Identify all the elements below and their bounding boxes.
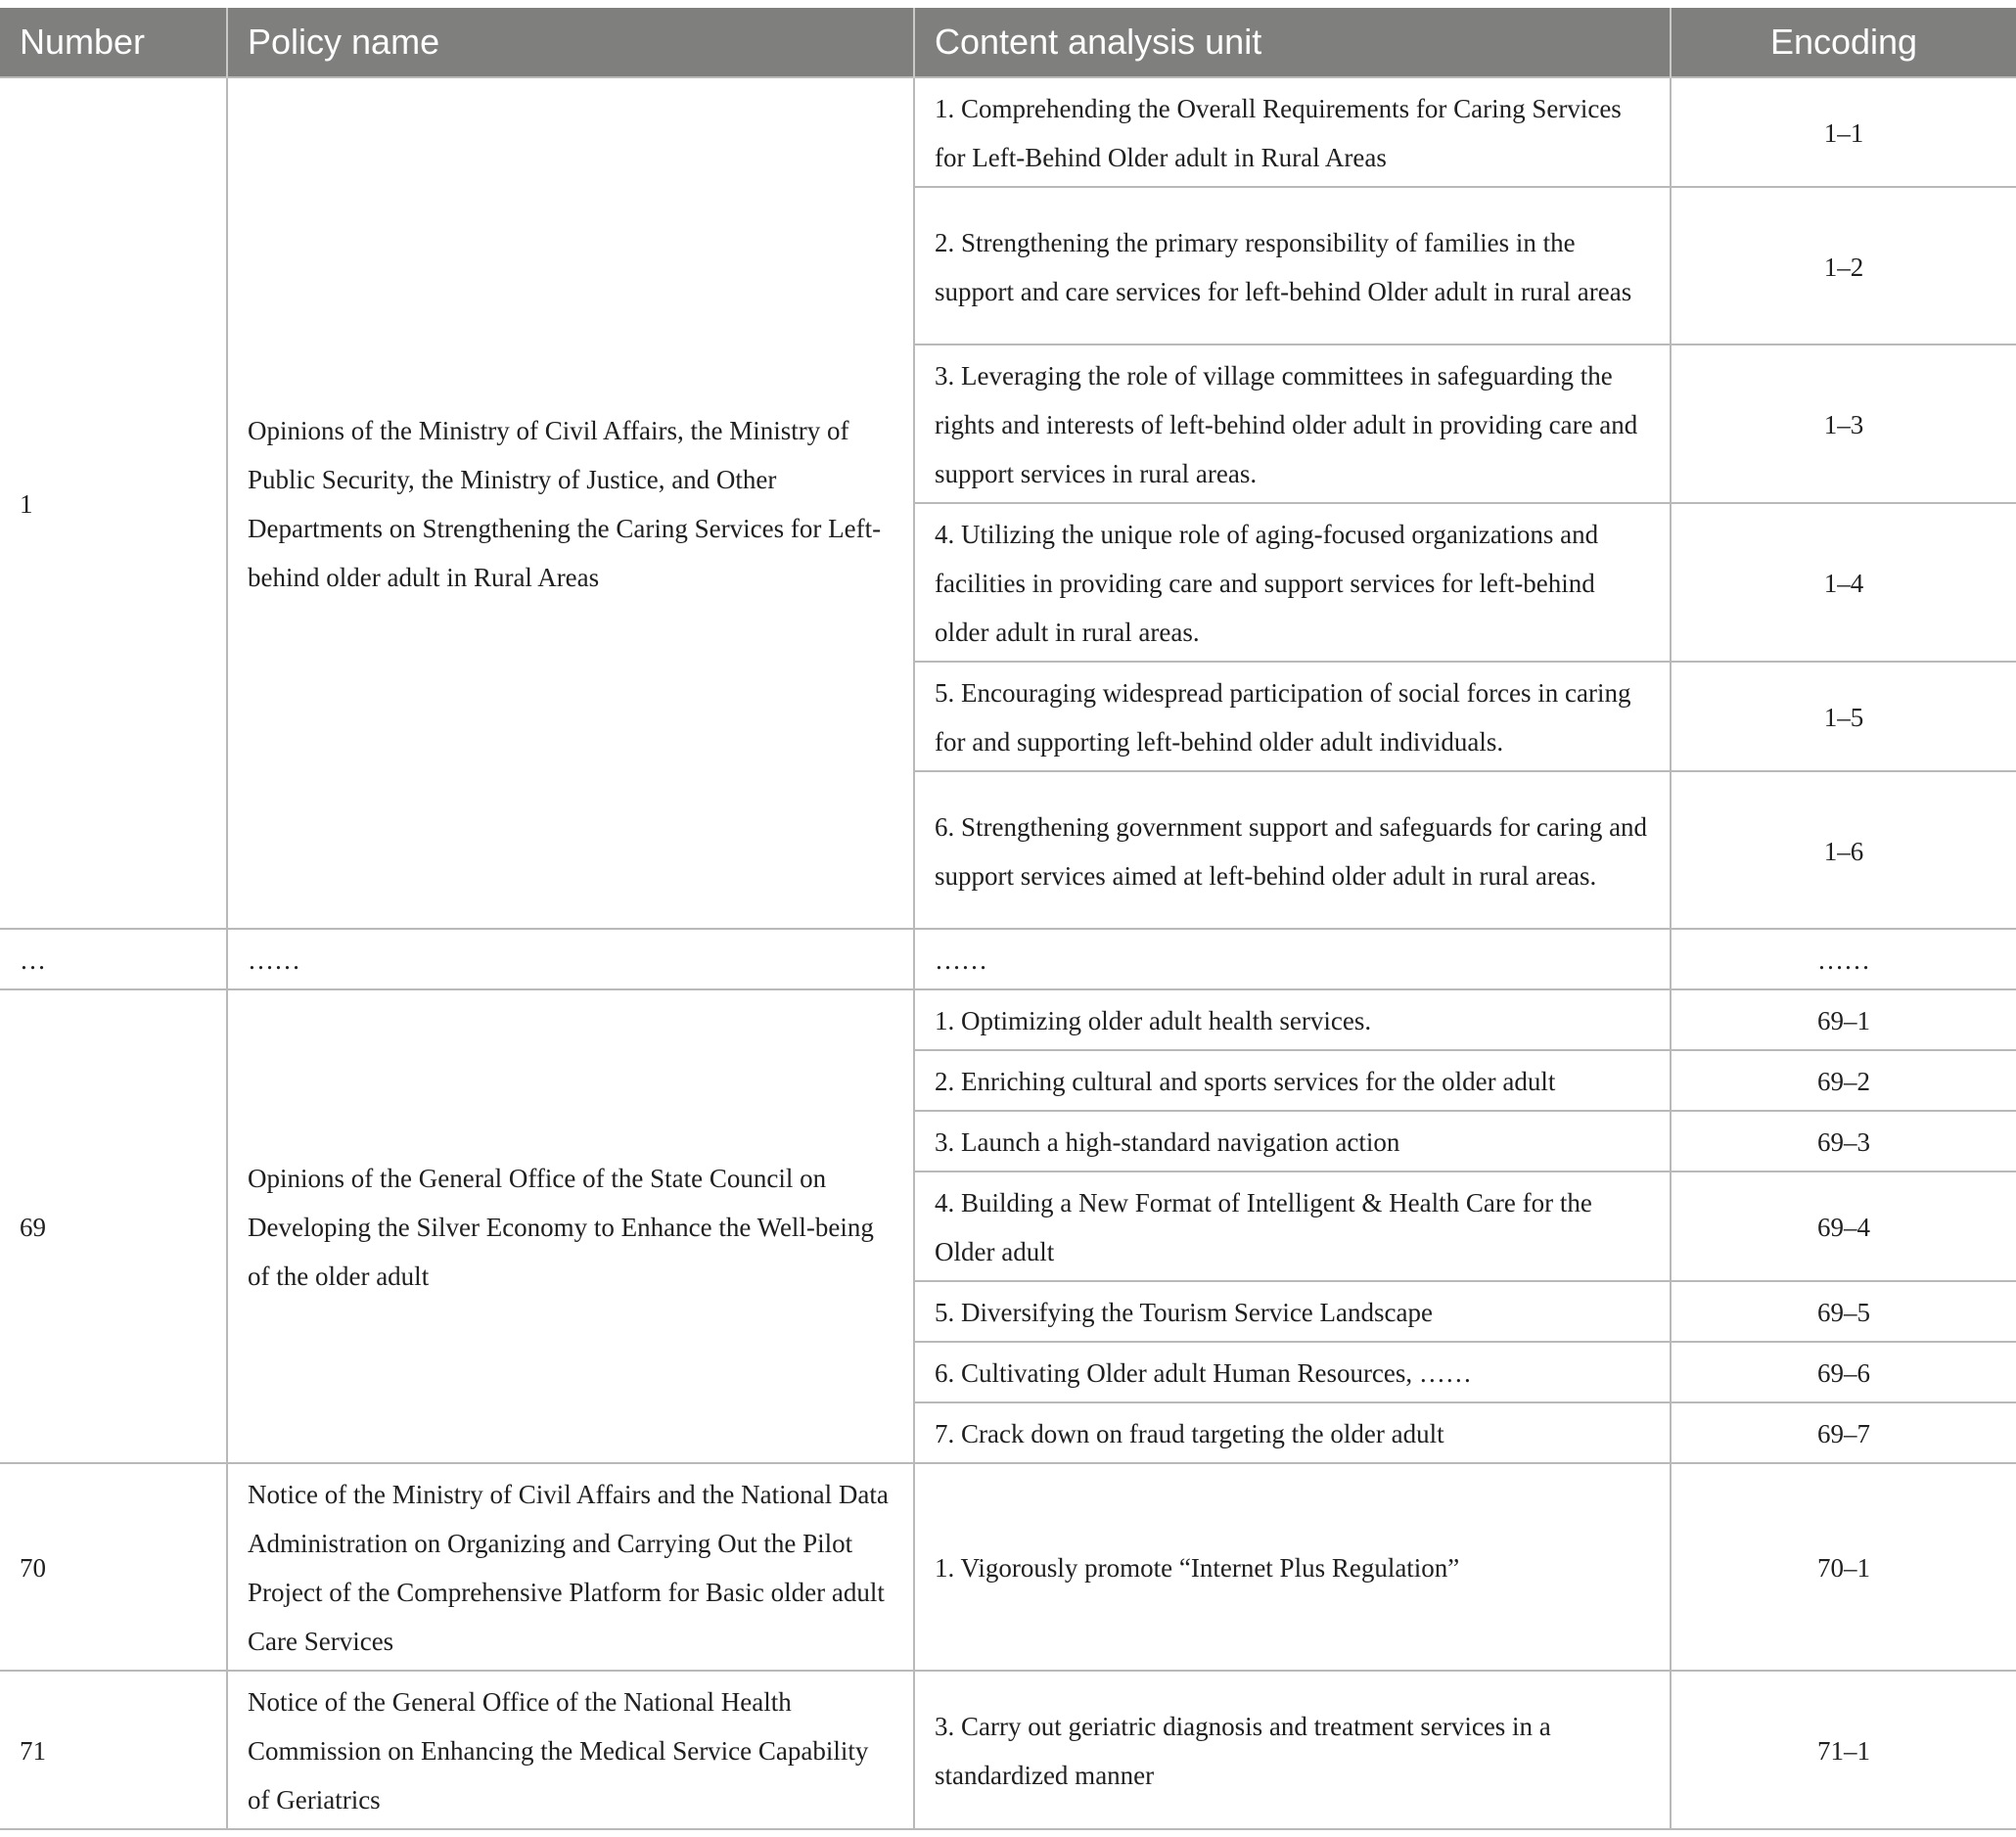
header-content-analysis-unit: Content analysis unit bbox=[914, 8, 1671, 77]
header-number: Number bbox=[0, 8, 227, 77]
policy-name: Opinions of the General Office of the State Council on Developing the Silver Economy to Enhance the Well-being of the older adult bbox=[227, 989, 914, 1463]
content-unit: 1. Vigorously promote “Internet Plus Regulation” bbox=[914, 1463, 1671, 1671]
header-encoding: Encoding bbox=[1671, 8, 2016, 77]
encoding-code: 69–6 bbox=[1671, 1342, 2016, 1402]
policy-name: Notice of the Ministry of Civil Affairs and the National Data Administration on Organizing and Carrying Out the Pilot Project of the Comprehensive Platform for Basic older adult Care Services bbox=[227, 1463, 914, 1671]
encoding-code: 1–2 bbox=[1671, 187, 2016, 344]
policy-number: 69 bbox=[0, 989, 227, 1463]
encoding-code: 1–1 bbox=[1671, 77, 2016, 187]
header-policy-name: Policy name bbox=[227, 8, 914, 77]
encoding-code: 69–7 bbox=[1671, 1402, 2016, 1463]
table-row bbox=[0, 1671, 2016, 1829]
encoding-code: 69–1 bbox=[1671, 989, 2016, 1050]
policy-number: … bbox=[0, 929, 227, 989]
policy-name: Notice of the General Office of the National Health Commission on Enhancing the Medical Service Capability of Geriatrics bbox=[227, 1671, 914, 1829]
policy-table-container bbox=[0, 8, 2016, 1830]
encoding-code: 69–3 bbox=[1671, 1111, 2016, 1171]
policy-number: 71 bbox=[0, 1671, 227, 1829]
table-header bbox=[0, 8, 2016, 77]
policy-name: …… bbox=[227, 929, 914, 989]
encoding-code: 69–5 bbox=[1671, 1281, 2016, 1342]
content-unit: 2. Enriching cultural and sports services for the older adult bbox=[914, 1050, 1671, 1111]
content-unit: 6. Cultivating Older adult Human Resources, …… bbox=[914, 1342, 1671, 1402]
content-unit: 3. Launch a high-standard navigation action bbox=[914, 1111, 1671, 1171]
content-unit: 6. Strengthening government support and safeguards for caring and support services aimed at left-behind older adult in rural areas. bbox=[914, 771, 1671, 929]
policy-number: 1 bbox=[0, 77, 227, 929]
content-unit: 5. Diversifying the Tourism Service Landscape bbox=[914, 1281, 1671, 1342]
policy-name: Opinions of the Ministry of Civil Affairs, the Ministry of Public Security, the Ministry of Justice, and Other Departments on Strengthening the Caring Services for Left-behind older adult in Rural Areas bbox=[227, 77, 914, 929]
encoding-code: 1–5 bbox=[1671, 662, 2016, 771]
content-unit: 2. Strengthening the primary responsibility of families in the support and care services for left-behind Older adult in rural areas bbox=[914, 187, 1671, 344]
content-unit: 1. Optimizing older adult health services. bbox=[914, 989, 1671, 1050]
content-unit: 3. Carry out geriatric diagnosis and treatment services in a standardized manner bbox=[914, 1671, 1671, 1829]
content-unit: 1. Comprehending the Overall Requirements for Caring Services for Left-Behind Older adult in Rural Areas bbox=[914, 77, 1671, 187]
content-unit: 4. Building a New Format of Intelligent & Health Care for the Older adult bbox=[914, 1171, 1671, 1281]
table-row bbox=[0, 929, 2016, 989]
content-unit: 4. Utilizing the unique role of aging-focused organizations and facilities in providing care and support services for left-behind older adult in rural areas. bbox=[914, 503, 1671, 662]
table-body bbox=[0, 77, 2016, 1829]
content-unit: 5. Encouraging widespread participation of social forces in caring for and supporting left-behind older adult individuals. bbox=[914, 662, 1671, 771]
encoding-code: 1–4 bbox=[1671, 503, 2016, 662]
content-unit: 3. Leveraging the role of village committees in safeguarding the rights and interests of left-behind older adult in providing care and support services in rural areas. bbox=[914, 344, 1671, 503]
encoding-code: 69–2 bbox=[1671, 1050, 2016, 1111]
encoding-code: 1–3 bbox=[1671, 344, 2016, 503]
table-row bbox=[0, 989, 2016, 1050]
encoding-code: 70–1 bbox=[1671, 1463, 2016, 1671]
policy-encoding-table bbox=[0, 8, 2016, 1830]
table-row bbox=[0, 1463, 2016, 1671]
policy-number: 70 bbox=[0, 1463, 227, 1671]
content-unit: 7. Crack down on fraud targeting the older adult bbox=[914, 1402, 1671, 1463]
content-unit: …… bbox=[914, 929, 1671, 989]
encoding-code: …… bbox=[1671, 929, 2016, 989]
table-row bbox=[0, 77, 2016, 187]
encoding-code: 1–6 bbox=[1671, 771, 2016, 929]
encoding-code: 69–4 bbox=[1671, 1171, 2016, 1281]
encoding-code: 71–1 bbox=[1671, 1671, 2016, 1829]
header-row bbox=[0, 8, 2016, 77]
